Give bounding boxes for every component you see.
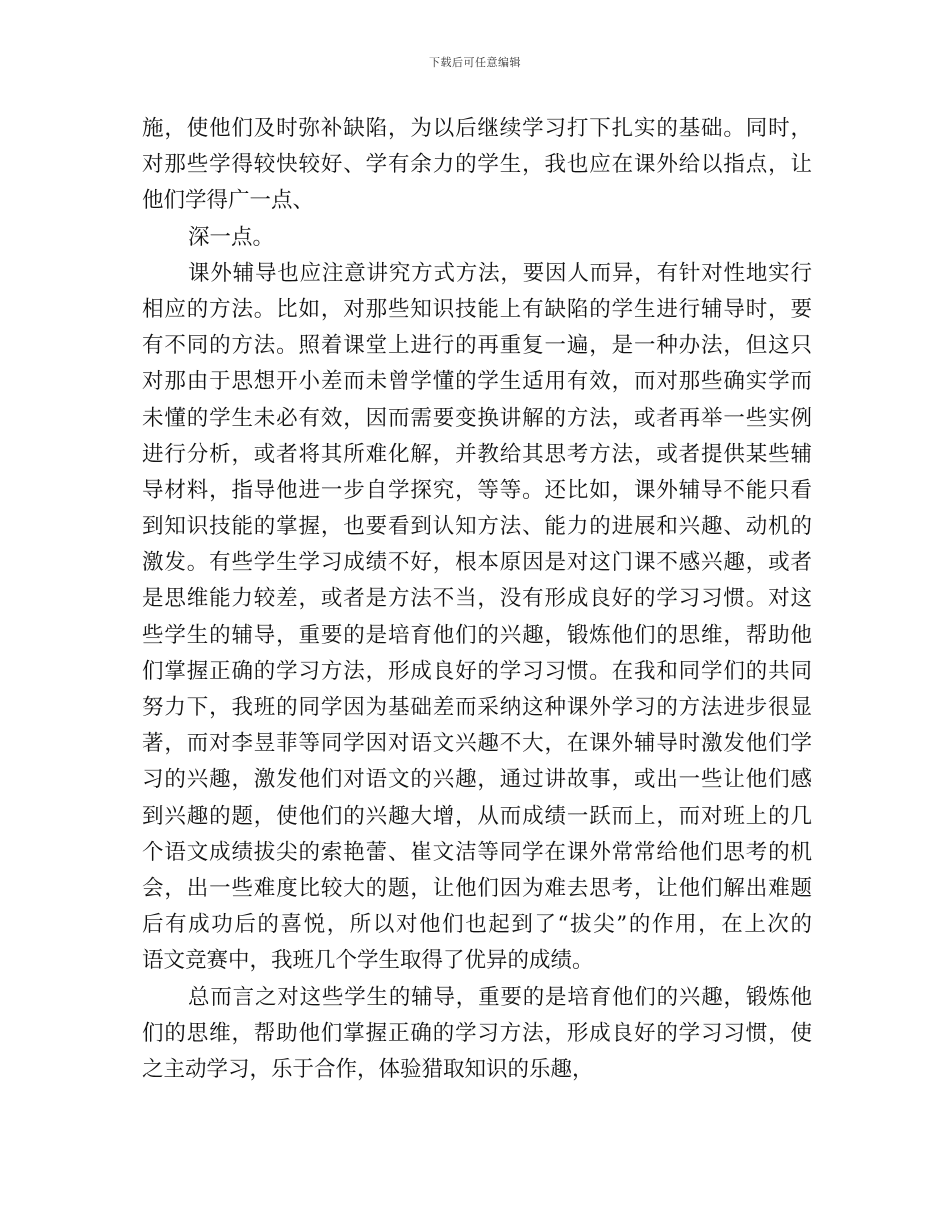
text-line: 到兴趣的题，使他们的兴趣大增，从而成绩一跃而上，而对班上的几 xyxy=(142,803,812,829)
text-line: 著，而对李昱菲等同学因对语文兴趣不大，在课外辅导时激发他们学 xyxy=(142,731,812,757)
text-line: 课外辅导也应注意讲究方式方法，要因人而异，有针对性地实行 xyxy=(188,260,812,286)
text-line: 导材料，指导他进一步自学探究，等等。还比如，课外辅导不能只看 xyxy=(142,477,812,503)
text-line: 他们学得广一点、 xyxy=(142,188,315,214)
text-line: 对那由于思想开小差而未曾学懂的学生适用有效，而对那些确实学而 xyxy=(142,369,812,395)
text-line: 进行分析，或者将其所难化解，并教给其思考方法，或者提供某些辅 xyxy=(142,441,812,467)
text-line: 后有成功后的喜悦，所以对他们也起到了“拔尖”的作用，在上次的 xyxy=(142,912,812,938)
text-line: 个语文成绩拔尖的索艳蕾、崔文洁等同学在课外常常给他们思考的机 xyxy=(142,839,812,865)
text-line: 语文竞赛中，我班几个学生取得了优异的成绩。 xyxy=(142,948,594,974)
text-line: 努力下，我班的同学因为基础差而采纳这种课外学习的方法进步很显 xyxy=(142,695,812,720)
text-line: 们的思维，帮助他们掌握正确的学习方法，形成良好的学习习惯，使 xyxy=(142,1020,812,1046)
text-line: 有不同的方法。照着课堂上进行的再重复一遍，是一种办法，但这只 xyxy=(142,333,812,359)
paragraph xyxy=(142,111,812,220)
document-body xyxy=(142,111,812,1088)
paragraph xyxy=(142,220,812,256)
page-header: 下载后可任意编辑 xyxy=(429,56,521,69)
text-line: 会，出一些难度比较大的题，让他们因为难去思考，让他们解出难题 xyxy=(142,875,812,901)
text-line: 总而言之对这些学生的辅导，重要的是培育他们的兴趣，锻炼他 xyxy=(188,984,812,1010)
text-line: 相应的方法。比如，对那些知识技能上有缺陷的学生进行辅导时，要 xyxy=(142,296,812,322)
text-line: 深一点。 xyxy=(188,224,275,250)
text-line: 之主动学习，乐于合作，体验猎取知识的乐趣， xyxy=(142,1056,594,1082)
text-line: 施，使他们及时弥补缺陷，为以后继续学习打下扎实的基础。同时， xyxy=(142,116,812,141)
text-line: 激发。有些学生学习成绩不好，根本原因是对这门课不感兴趣，或者 xyxy=(142,550,812,576)
text-line: 未懂的学生未必有效，因而需要变换讲解的方法，或者再举一些实例 xyxy=(142,405,812,431)
text-line: 习的兴趣，激发他们对语文的兴趣，通过讲故事，或出一些让他们感 xyxy=(142,767,812,793)
text-line: 们掌握正确的学习方法，形成良好的学习习惯。在我和同学们的共同 xyxy=(142,658,812,684)
text-line: 些学生的辅导，重要的是培育他们的兴趣，锻炼他们的思维，帮助他 xyxy=(142,622,812,648)
text-line: 到知识技能的掌握，也要看到认知方法、能力的进展和兴趣、动机的 xyxy=(142,514,812,540)
text-line: 是思维能力较差，或者是方法不当，没有形成良好的学习习惯。对这 xyxy=(142,586,812,612)
paragraph xyxy=(142,256,812,980)
paragraph xyxy=(142,980,812,1089)
text-line: 对那些学得较快较好、学有余力的学生，我也应在课外给以指点，让 xyxy=(142,152,812,178)
